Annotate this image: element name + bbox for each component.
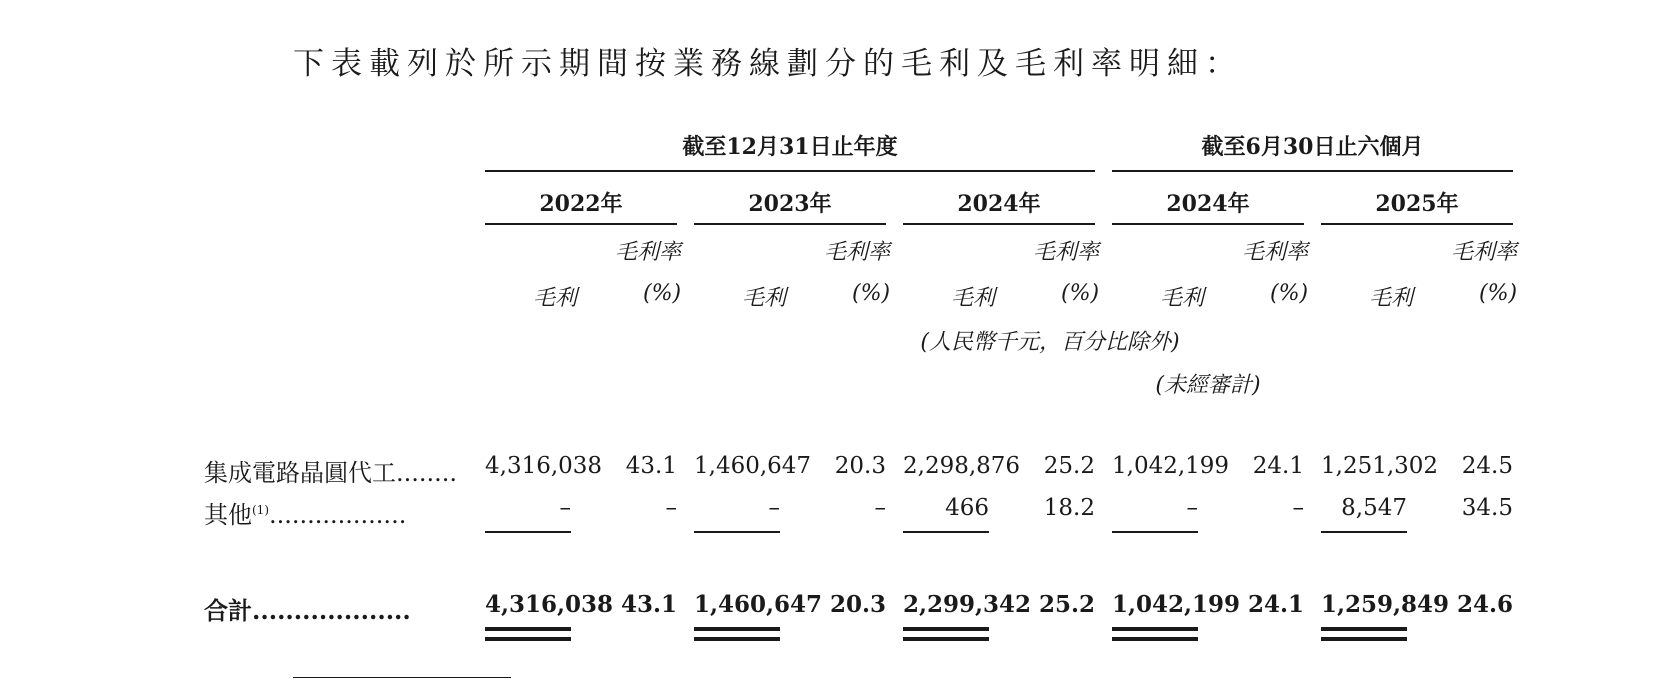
- cell-profit-2024: 2,299,342: [903, 591, 1032, 618]
- cell-rate-2024: 25.2: [1038, 591, 1095, 618]
- total-double-rule: [903, 627, 989, 631]
- cell-profit-2022: 4,316,038: [485, 453, 603, 479]
- cell-profit-2025-h1: 1,259,849: [1321, 591, 1450, 618]
- cell-profit-2024-h1: 1,042,199: [1112, 453, 1230, 479]
- cell-rate-2024-h1: 24.1: [1252, 453, 1304, 479]
- period-header-2023: 2023年: [748, 191, 832, 217]
- total-double-rule: [903, 637, 989, 641]
- cell-profit-2023: –: [768, 495, 780, 521]
- col-profit-label: 毛利: [1369, 286, 1414, 311]
- footnote-separator: [293, 677, 511, 678]
- row-label-text: 合計: [204, 596, 252, 625]
- group-header-half: 截至6月30日止六個月: [1201, 134, 1424, 160]
- leader-dots: ........: [396, 459, 458, 487]
- cell-rate-2024-h1: –: [1292, 495, 1304, 521]
- row-label-others: [204, 495, 406, 530]
- subtotal-rule: [694, 531, 780, 533]
- col-rate-top: 毛利率: [1242, 240, 1309, 265]
- cell-profit-2025-h1: 8,547: [1341, 495, 1407, 521]
- cell-profit-2022: 4,316,038: [485, 591, 614, 618]
- cell-profit-2022: –: [559, 495, 571, 521]
- group-header-year-rule: [485, 170, 1095, 172]
- col-rate-bottom: (%): [1061, 281, 1100, 306]
- col-rate-top: 毛利率: [824, 240, 891, 265]
- period-rule-2022: [485, 223, 677, 225]
- cell-profit-2024-h1: –: [1186, 495, 1198, 521]
- row-label-text: 集成電路晶圓代工: [204, 459, 396, 487]
- period-header-2024-h1: 2024年: [1166, 191, 1250, 217]
- subtotal-rule: [1321, 531, 1407, 533]
- period-header-2025-h1: 2025年: [1375, 191, 1459, 217]
- col-profit-label: 毛利: [1160, 286, 1205, 311]
- period-header-2024: 2024年: [957, 191, 1041, 217]
- subtotal-rule: [485, 531, 571, 533]
- cell-profit-2024-h1: 1,042,199: [1112, 591, 1241, 618]
- col-profit-label: 毛利: [742, 286, 787, 311]
- period-rule-2023: [694, 223, 886, 225]
- col-rate-top: 毛利率: [1033, 240, 1100, 265]
- total-double-rule: [694, 637, 780, 641]
- group-header-half-rule: [1112, 170, 1513, 172]
- total-double-rule: [1321, 627, 1407, 631]
- col-rate-bottom: (%): [1479, 281, 1518, 306]
- col-rate-bottom: (%): [1270, 281, 1309, 306]
- row-label-total: [204, 591, 411, 626]
- intro-text: 下表載列於所示期間按業務線劃分的毛利及毛利率明細：: [293, 46, 1243, 82]
- cell-rate-2024: 18.2: [1043, 495, 1095, 521]
- cell-rate-2024: 25.2: [1043, 453, 1095, 479]
- footnote-ref: (1): [252, 503, 269, 517]
- col-rate-top: 毛利率: [615, 240, 682, 265]
- total-double-rule: [1321, 637, 1407, 641]
- leader-dots: ...................: [252, 596, 411, 625]
- cell-rate-2023: 20.3: [834, 453, 886, 479]
- unaudited-note: (未經審計): [1155, 373, 1261, 398]
- cell-profit-2024: 2,298,876: [903, 453, 1021, 479]
- col-profit-label: 毛利: [951, 286, 996, 311]
- col-rate-top: 毛利率: [1451, 240, 1518, 265]
- col-rate-bottom: (%): [643, 281, 682, 306]
- subtotal-rule: [903, 531, 989, 533]
- col-profit-label: 毛利: [533, 286, 578, 311]
- leader-dots: ..................: [269, 501, 407, 529]
- period-rule-2024: [903, 223, 1095, 225]
- row-label-text: 其他: [204, 501, 252, 529]
- cell-rate-2024-h1: 24.1: [1247, 591, 1304, 618]
- total-double-rule: [1112, 627, 1198, 631]
- subtotal-rule: [1112, 531, 1198, 533]
- cell-rate-2025-h1: 24.5: [1461, 453, 1513, 479]
- cell-rate-2022: –: [665, 495, 677, 521]
- cell-profit-2024: 466: [945, 495, 989, 521]
- cell-rate-2023: 20.3: [829, 591, 886, 618]
- cell-rate-2022: 43.1: [625, 453, 677, 479]
- group-header-year: 截至12月31日止年度: [682, 134, 898, 160]
- cell-rate-2025-h1: 24.6: [1456, 591, 1513, 618]
- period-rule-2025-h1: [1321, 223, 1513, 225]
- cell-rate-2025-h1: 34.5: [1461, 495, 1513, 521]
- row-label-ic-foundry: [204, 453, 457, 488]
- cell-profit-2023: 1,460,647: [694, 453, 812, 479]
- total-double-rule: [694, 627, 780, 631]
- cell-rate-2023: –: [874, 495, 886, 521]
- total-double-rule: [1112, 637, 1198, 641]
- period-header-2022: 2022年: [539, 191, 623, 217]
- total-double-rule: [485, 637, 571, 641]
- cell-rate-2022: 43.1: [620, 591, 677, 618]
- cell-profit-2025-h1: 1,251,302: [1321, 453, 1439, 479]
- total-double-rule: [485, 627, 571, 631]
- col-rate-bottom: (%): [852, 281, 891, 306]
- cell-profit-2023: 1,460,647: [694, 591, 823, 618]
- unit-note: (人民幣千元，百分比除外): [920, 330, 1180, 355]
- period-rule-2024-h1: [1112, 223, 1304, 225]
